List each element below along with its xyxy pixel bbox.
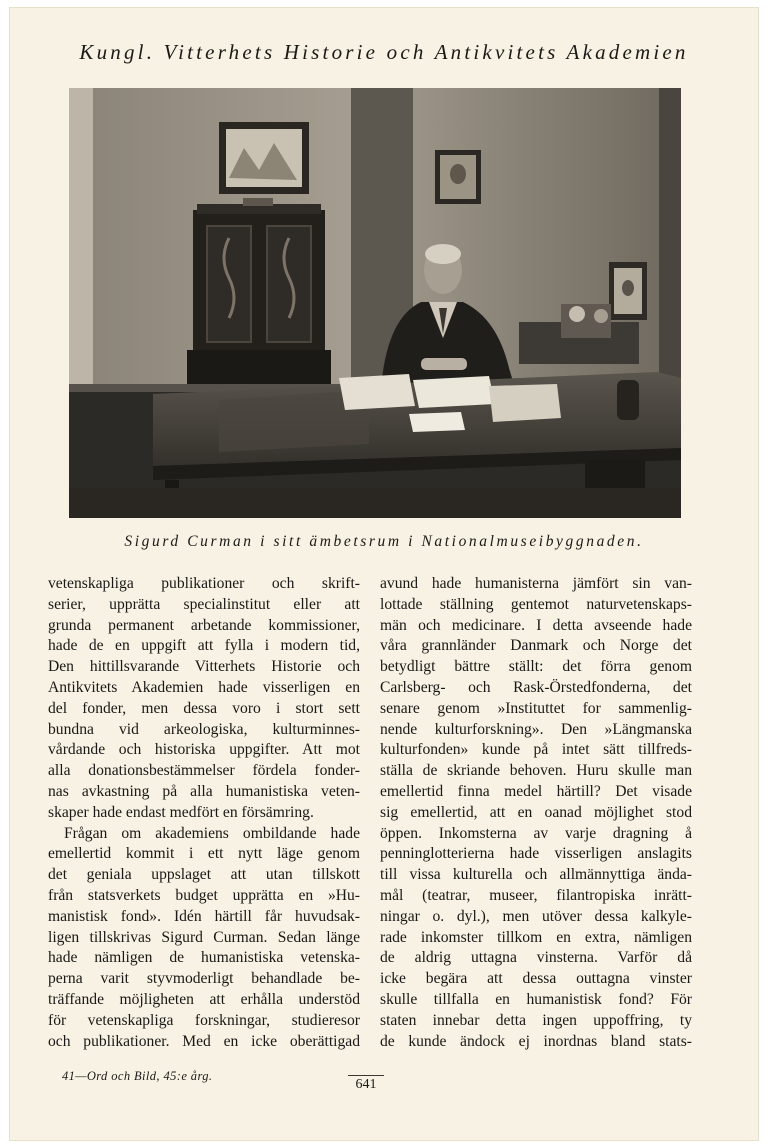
text-line: mål (teatrar, museer, filantropiska inrätt- bbox=[380, 886, 692, 904]
text-line: från statsverkets budget upprätta en »Hu- bbox=[48, 886, 360, 904]
page-number: 641 bbox=[348, 1075, 384, 1093]
text-line: sig emellertid, att en oanad möjlighet stod bbox=[380, 803, 692, 821]
text-line: emellertid kommit i ett nytt läge genom bbox=[48, 845, 360, 863]
text-line: emellertid finna medel härtill? Det visade bbox=[380, 782, 692, 800]
text-line: kulturfonden» kunde på intet sätt tillfreds- bbox=[380, 741, 692, 759]
text-line: grunda permanent arbetande kommissioner, bbox=[48, 616, 360, 634]
text-line: hade nämligen de humanistiska vetenska- bbox=[48, 949, 360, 967]
text-line: Den hittillsvarande Vitterhets Historie och bbox=[48, 658, 360, 676]
text-line: perna varit styvmoderligt behandlade be- bbox=[48, 970, 360, 988]
text-line: staten innebar detta ingen uppoffring, ty bbox=[380, 1011, 692, 1029]
text-line: senare genom »Instituttet for sammenlig- bbox=[380, 699, 692, 717]
text-line: öppen. Inkomsterna av varje dragning å bbox=[380, 824, 692, 842]
right-column bbox=[380, 574, 692, 1052]
text-line: hade de en uppgift att fylla i modern tid, bbox=[48, 637, 360, 655]
text-line: det geniala uppslaget att utan tillskott bbox=[48, 866, 360, 884]
text-line: träffande möjligheten att erhålla understöd bbox=[48, 990, 360, 1008]
text-line: de aldrig uttagna vinsterna. Varför då bbox=[380, 949, 692, 967]
text-line: Carlsberg- och Rask-Örstedfonderna, det bbox=[380, 678, 692, 696]
figure-caption: Sigurd Curman i sitt ämbetsrum i Nationalmuseibyggnaden. bbox=[124, 533, 644, 550]
text-line: ningar o. dyl.), men utöver dessa kalkyle- bbox=[380, 907, 692, 925]
text-line: män och medicinare. I detta avseende hade bbox=[380, 616, 692, 634]
text-line: och publikationer. Med en icke oberättigad bbox=[48, 1032, 360, 1050]
text-line: till vissa kulturella och allmännyttiga ända- bbox=[380, 866, 692, 884]
text-line: avund hade humanisterna jämfört sin van- bbox=[380, 575, 692, 592]
text-line: för vetenskapliga forskningar, studieresor bbox=[48, 1011, 360, 1029]
text-line: vetenskapliga publikationer och skrift- bbox=[48, 575, 360, 592]
text-line: skaper hade endast medfört en försämring. bbox=[48, 803, 314, 821]
text-line: serier, upprätta specialinstitut eller att bbox=[48, 595, 360, 613]
text-line: våra grannländer Danmark och Norge det bbox=[380, 637, 692, 655]
text-line: manistisk fond». Idén härtill får huvudsak- bbox=[48, 907, 360, 925]
source-reference: 41—Ord och Bild, 45:e årg. bbox=[62, 1069, 213, 1083]
text-line: lottade ställning gentemot naturvetenskaps- bbox=[380, 595, 692, 613]
text-line: alla donationsbestämmelser fördela fonder- bbox=[48, 762, 360, 780]
left-column bbox=[48, 574, 360, 1052]
text-line: ställa de skriande behoven. Huru skulle man bbox=[380, 762, 692, 780]
photograph-illustration bbox=[69, 88, 681, 518]
text-line: del fonder, men dessa voro i stort sett bbox=[48, 699, 360, 717]
text-line: rade inkomster tillkom en extra, nämligen bbox=[380, 928, 692, 946]
text-line: Frågan om akademiens ombildande hade bbox=[64, 824, 360, 842]
text-line: ligen tillskrivas Sigurd Curman. Sedan länge bbox=[48, 928, 360, 946]
text-line: skulle tillfalla en humanistisk fond? För bbox=[380, 990, 692, 1008]
running-head: Kungl. Vitterhets Historie och Antikvitets Akademien bbox=[79, 40, 689, 64]
text-line: bundna vid arkeologiska, kulturminnes- bbox=[48, 720, 360, 738]
text-line: icke begära att dessa outtagna vinster bbox=[380, 970, 692, 988]
text-line: vårdande och historiska uppgifter. Att mot bbox=[48, 741, 360, 759]
text-line: nas avkastning på alla humanistiska veten- bbox=[48, 782, 360, 800]
text-line: betydligt bättre ställt: det förra genom bbox=[380, 658, 692, 676]
text-line: de kunde ändock ej inordnas bland stats- bbox=[380, 1032, 692, 1050]
text-line: nende kulturforskning». Den »Längmanska bbox=[380, 720, 692, 738]
text-line: Antikvitets Akademien hade visserligen en bbox=[48, 678, 360, 696]
office-photograph bbox=[69, 88, 681, 518]
text-line: penninglotterierna hade visserligen anslagits bbox=[380, 845, 692, 863]
